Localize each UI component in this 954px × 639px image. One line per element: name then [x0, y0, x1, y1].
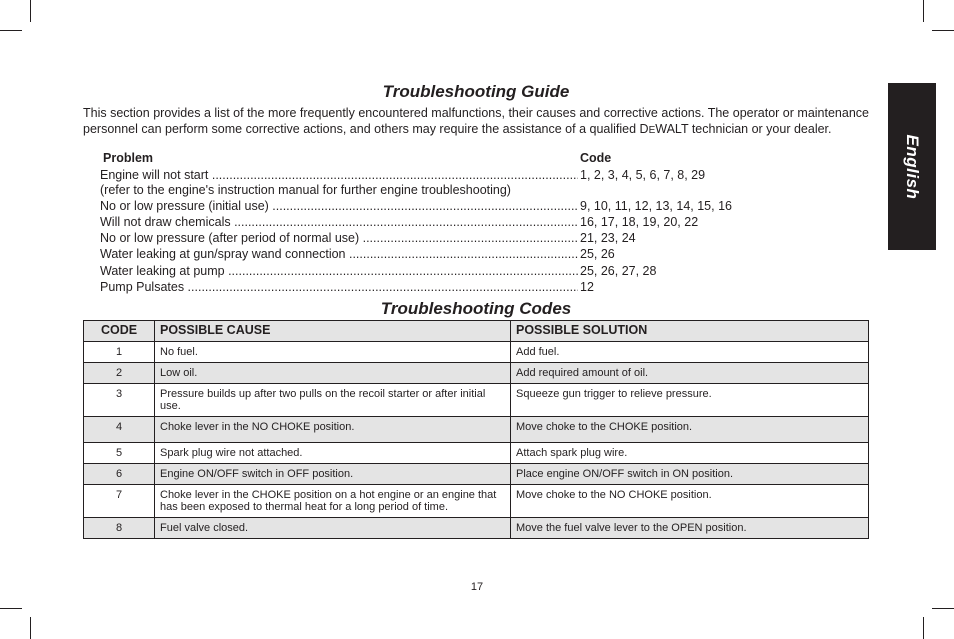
code-cell: 6 [84, 464, 155, 485]
crop-mark [0, 30, 22, 31]
guide-title: Troubleshooting Guide [382, 82, 570, 101]
table-header-row [84, 321, 869, 342]
cause-cell: Choke lever in the CHOKE position on a hot engine or an engine that has been exposed to thermal heat for a long period of time. [155, 485, 511, 518]
crop-mark [0, 608, 22, 609]
code-cell: 5 [84, 443, 155, 464]
cause-cell: Choke lever in the NO CHOKE position. [155, 417, 511, 443]
problem-note: (refer to the engine's instruction manual for further engine troubleshooting) [100, 183, 511, 197]
cause-cell: No fuel. [155, 342, 511, 363]
code-cell: 7 [84, 485, 155, 518]
table-row [84, 363, 869, 384]
cause-header: POSSIBLE CAUSE [155, 321, 511, 342]
table-row [84, 384, 869, 417]
code-cell: 4 [84, 417, 155, 443]
problem-row: Water leaking at gun/spray wand connection ..... 25, 26 [100, 246, 780, 262]
cause-cell: Pressure builds up after two pulls on the recoil starter or after initial use. [155, 384, 511, 417]
code-cell: 3 [84, 384, 155, 417]
code-cell: 8 [84, 518, 155, 539]
crop-mark [30, 0, 31, 22]
crop-mark [30, 617, 31, 639]
code-cell: 1 [84, 342, 155, 363]
cause-cell: Low oil. [155, 363, 511, 384]
crop-mark [923, 617, 924, 639]
table-row [84, 342, 869, 363]
table-row [84, 443, 869, 464]
table-row [84, 518, 869, 539]
language-tab [888, 83, 936, 250]
solution-cell: Squeeze gun trigger to relieve pressure. [511, 384, 869, 417]
table-row [84, 417, 869, 443]
crop-mark [923, 0, 924, 22]
solution-cell: Add required amount of oil. [511, 363, 869, 384]
problem-row: Engine will not start ..... 1, 2, 3, 4, 5, 6, 7, 8, 29 [100, 167, 780, 183]
solution-cell: Move choke to the CHOKE position. [511, 417, 869, 443]
problem-row: No or low pressure (after period of normal use) ..... 21, 23, 24 [100, 230, 780, 246]
page-number: 17 [470, 581, 484, 593]
codes-table [83, 320, 869, 539]
problem-row: Pump Pulsates ..... 12 [100, 279, 780, 295]
code-column-header: Code [580, 151, 612, 165]
cause-cell: Spark plug wire not attached. [155, 443, 511, 464]
table-row [84, 464, 869, 485]
problem-row: Will not draw chemicals ..... 16, 17, 18, 19, 20, 22 [100, 214, 780, 230]
cause-cell: Fuel valve closed. [155, 518, 511, 539]
code-cell: 2 [84, 363, 155, 384]
solution-cell: Add fuel. [511, 342, 869, 363]
problem-row: Water leaking at pump ..... 25, 26, 27, 28 [100, 263, 780, 279]
crop-mark [932, 30, 954, 31]
codes-title: Troubleshooting Codes [380, 299, 572, 318]
solution-cell: Place engine ON/OFF switch in ON position. [511, 464, 869, 485]
solution-cell: Move the fuel valve lever to the OPEN position. [511, 518, 869, 539]
problem-row: No or low pressure (initial use) ..... 9, 10, 11, 12, 13, 14, 15, 16 [100, 198, 780, 214]
crop-mark [932, 608, 954, 609]
cause-cell: Engine ON/OFF switch in OFF position. [155, 464, 511, 485]
solution-header: POSSIBLE SOLUTION [511, 321, 869, 342]
problem-column-header: Problem [103, 151, 154, 165]
table-row [84, 485, 869, 518]
code-header: CODE [84, 321, 155, 342]
language-tab-label: English [903, 134, 922, 199]
solution-cell: Move choke to the NO CHOKE position. [511, 485, 869, 518]
solution-cell: Attach spark plug wire. [511, 443, 869, 464]
guide-intro: This section provides a list of the more frequently encountered malfunctions, their causes and corrective actions. The operator or maintenance personnel can perform some corrective actions, and others may require the assistance of a qualified DEWALT technician or your dealer. [83, 106, 869, 136]
